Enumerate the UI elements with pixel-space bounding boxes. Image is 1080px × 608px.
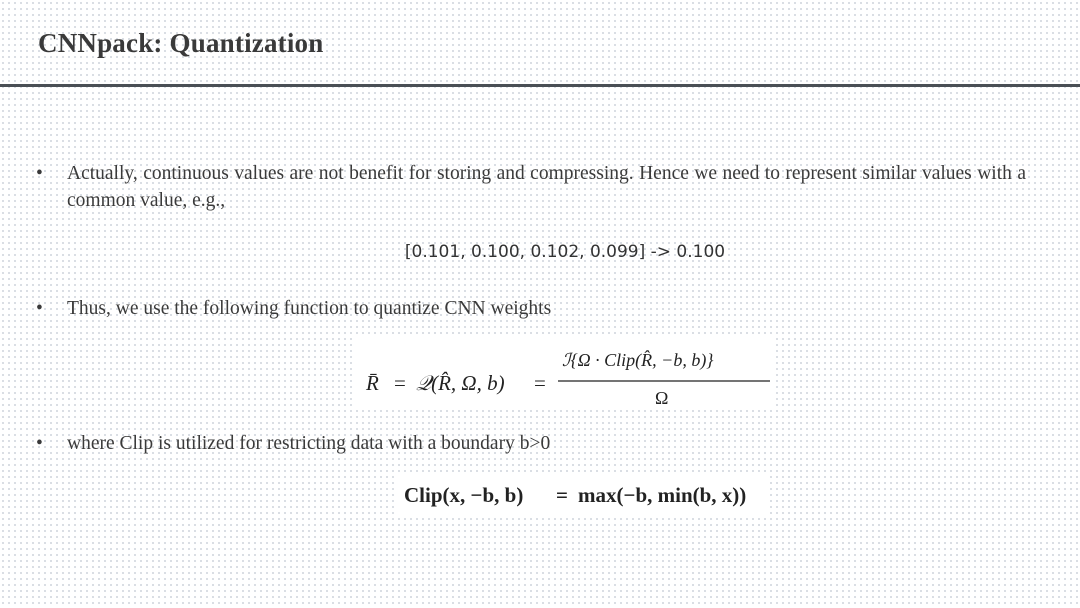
formula-equals-1: = [394,371,406,395]
clip-formula [394,472,766,516]
bullet-text: Actually, continuous values are not benefit for storing and compressing. Hence we need to represent similar values with a common value, e.g., [67,163,1026,211]
bullet-item-continuous-values [36,160,1026,214]
formula-q-expression: 𝒬(R̂, Ω, b) [416,371,505,395]
quantization-formula [352,336,772,408]
clip-rhs: max(−b, min(b, x)) [578,483,747,507]
bullet-dot: • [36,163,43,184]
bullet-dot: • [36,433,43,454]
formula-equals-2: = [534,371,546,395]
clip-lhs: Clip(x, −b, b) [404,483,524,507]
bullet-item-quantize-function [36,295,1026,322]
formula-lhs: R̄ [366,371,379,395]
bullet-text: where Clip is utilized for restricting data with a boundary b>0 [67,433,551,454]
title-divider [0,84,1080,87]
formula-denominator: Ω [655,388,669,408]
clip-equals: = [556,483,568,507]
formula-numerator: ℐ{Ω · Clip(R̂, −b, b)} [562,350,714,370]
bullet-text: Thus, we use the following function to quantize CNN weights [67,298,552,319]
bullet-item-clip-definition [36,430,1026,457]
bullet-dot: • [36,298,43,319]
slide-title: CNNpack: Quantization [38,28,324,58]
example-values: [0.101, 0.100, 0.102, 0.099] -> 0.100 [404,242,726,262]
